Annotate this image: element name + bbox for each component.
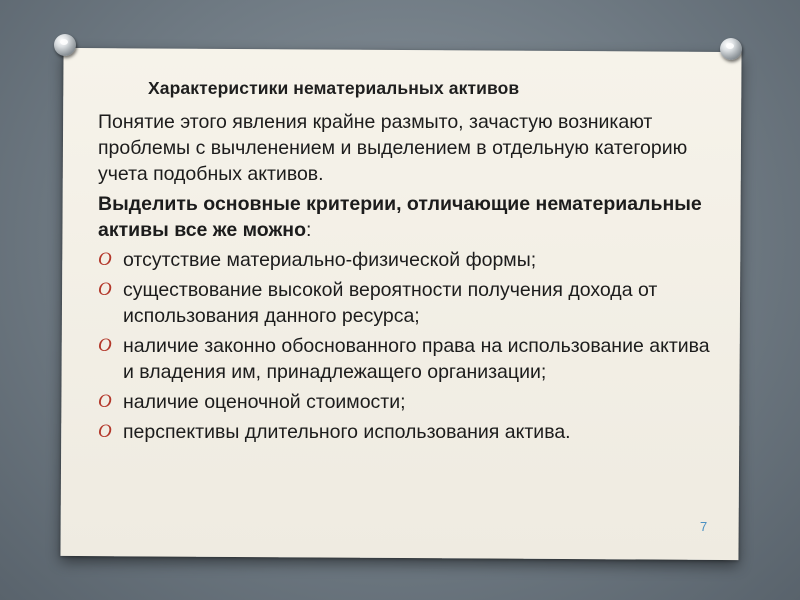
criteria-heading-text: Выделить основные критерии, отличающие нематериальные активы все же можно [98, 193, 702, 241]
intro-paragraph: Понятие этого явления крайне размыто, зачастую возникают проблемы с вычленением и выделением в отдельную категорию учета подобных активов. [98, 111, 688, 185]
list-item-text: отсутствие материально-физической формы; [123, 249, 537, 271]
list-item-text: наличие законно обоснованного права на использование актива и владения им, принадлежащего организации; [123, 335, 710, 383]
criteria-colon: : [305, 219, 312, 241]
list-item-text: наличие оценочной стоимости; [123, 391, 406, 413]
bullet-icon: O [98, 249, 112, 270]
list-item [98, 333, 718, 385]
criteria-list [98, 247, 718, 445]
page-number: 7 [700, 519, 708, 534]
criteria-heading [98, 191, 718, 243]
list-item [98, 247, 718, 273]
list-item [98, 277, 718, 329]
slide-title: Характеристики нематериальных активов [148, 78, 520, 98]
list-item [98, 389, 718, 415]
bullet-icon: O [98, 335, 112, 356]
bullet-icon: O [98, 391, 112, 412]
pushpin-icon [54, 34, 76, 56]
list-item-text: существование высокой вероятности получения дохода от использования данного ресурса; [123, 279, 658, 327]
slide-body [98, 109, 718, 449]
pushpin-icon [720, 38, 742, 60]
list-item-text: перспективы длительного использования актива. [123, 421, 571, 443]
list-item [98, 419, 718, 445]
bullet-icon: O [98, 421, 112, 442]
bullet-icon: O [98, 279, 112, 300]
